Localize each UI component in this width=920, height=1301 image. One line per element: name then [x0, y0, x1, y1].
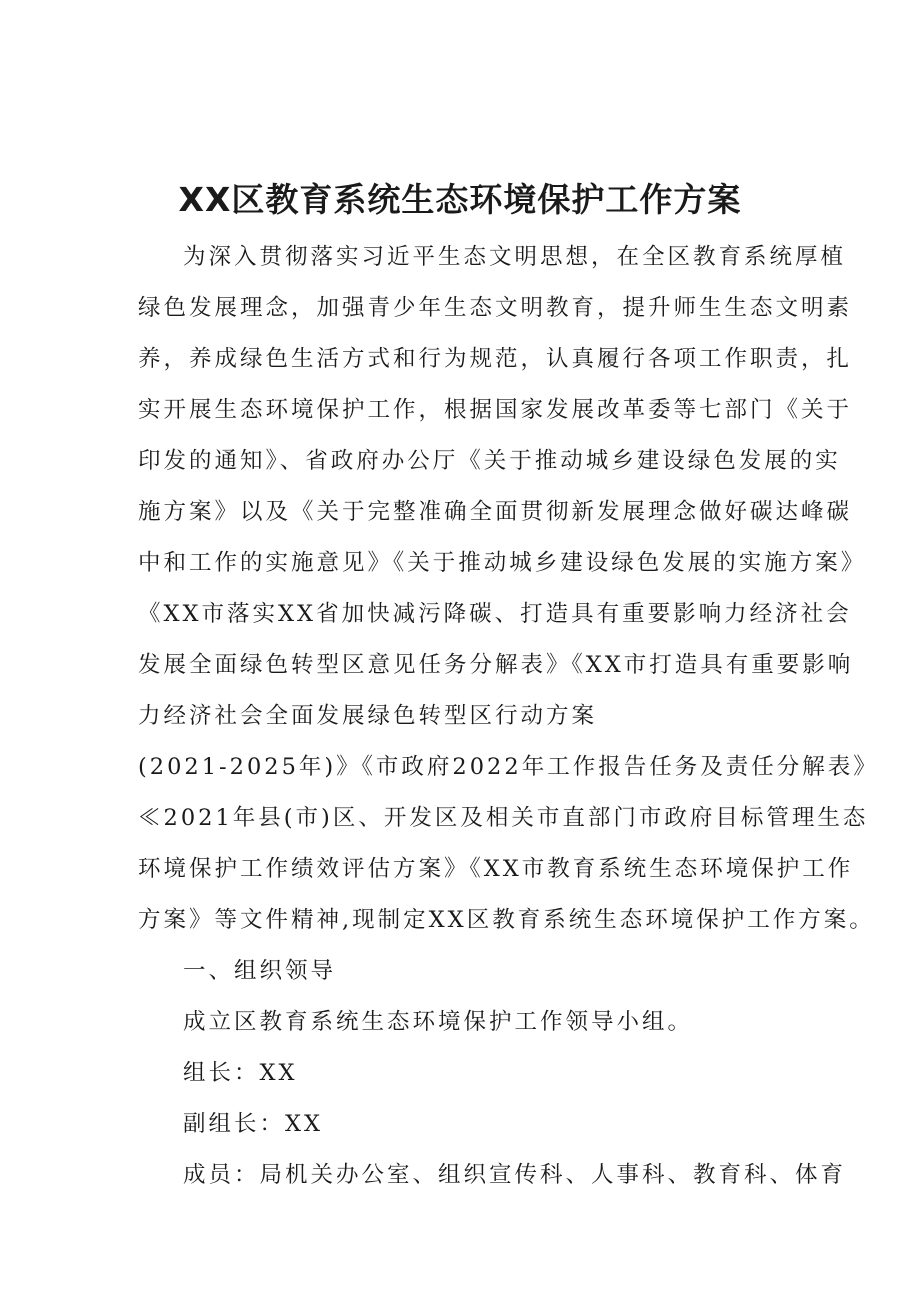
document-title: XX区教育系统生态环境保护工作方案: [178, 180, 742, 219]
members-line: 成员：局机关办公室、组织宣传科、人事科、教育科、体育: [183, 1162, 847, 1188]
paragraph-line: 方案》等文件精神,现制定XX区教育系统生态环境保护工作方案。: [138, 907, 875, 933]
paragraph-line: 绿色发展理念，加强青少年生态文明教育，提升师生生态文明素: [138, 295, 853, 321]
section-heading: 一、组织领导: [183, 958, 337, 984]
paragraph-line: 施方案》以及《关于完整准确全面贯彻新发展理念做好碳达峰碳: [138, 499, 853, 525]
deputy-leader-line: 副组长：XX: [183, 1111, 324, 1137]
paragraph-line: 养，养成绿色生活方式和行为规范，认真履行各项工作职责，扎: [138, 346, 853, 372]
paragraph-line: 力经济社会全面发展绿色转型区行动方案: [138, 703, 598, 729]
leader-line: 组长：XX: [183, 1060, 298, 1086]
paragraph-line: 中和工作的实施意见》《关于推动城乡建设绿色发展的实施方案》: [138, 550, 867, 576]
paragraph-line: 环境保护工作绩效评估方案》《XX市教育系统生态环境保护工作: [138, 856, 854, 882]
group-intro: 成立区教育系统生态环境保护工作领导小组。: [183, 1009, 694, 1035]
paragraph-line: 实开展生态环境保护工作，根据国家发展改革委等七部门《关于: [138, 397, 853, 423]
paragraph-line: ≪2021年县(市)区、开发区及相关市直部门市政府目标管理生态: [138, 805, 869, 831]
paragraph-line: 发展全面绿色转型区意见任务分解表》《XX市打造具有重要影响: [138, 652, 854, 678]
paragraph-line: 为深入贯彻落实习近平生态文明思想，在全区教育系统厚植: [183, 244, 847, 270]
paragraph-line: 《XX市落实XX省加快减污降碳、打造具有重要影响力经济社会: [138, 601, 852, 627]
paragraph-line: (2021-2025年)》《市政府2022年工作报告任务及责任分解表》: [138, 754, 879, 780]
paragraph-line: 印发的通知》、省政府办公厅《关于推动城乡建设绿色发展的实: [138, 448, 841, 474]
